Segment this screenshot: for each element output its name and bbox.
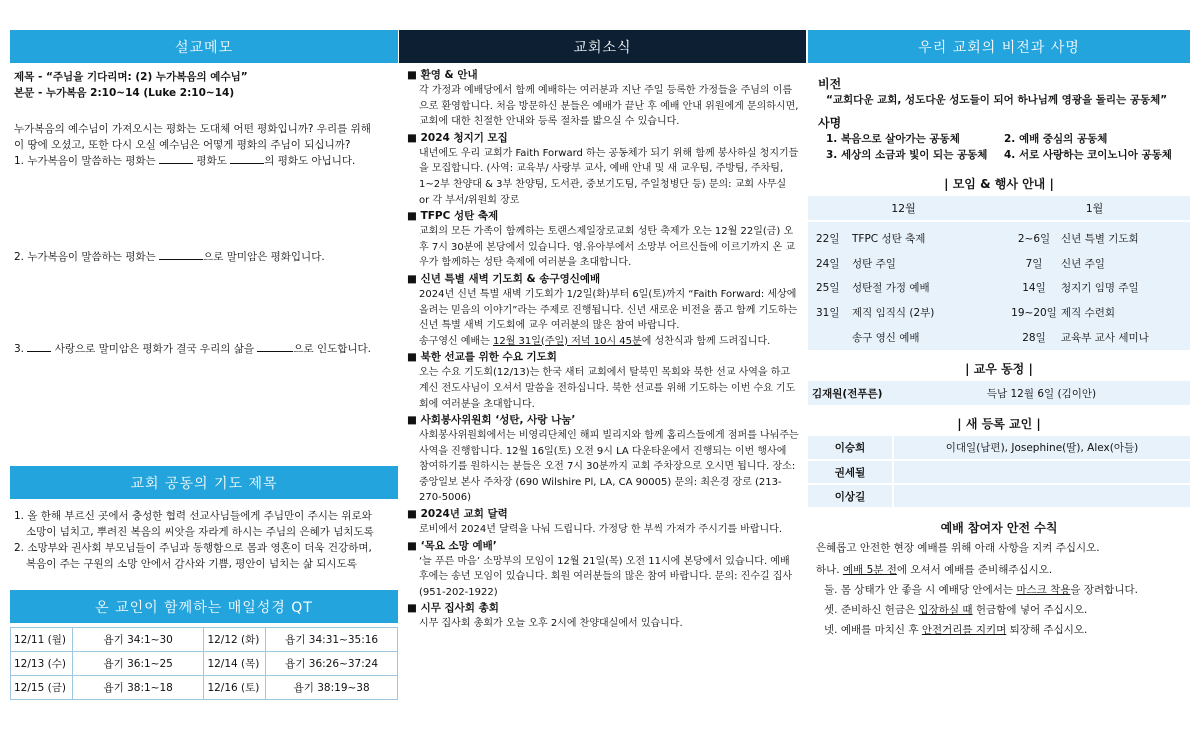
event-name: 성탄 주일 bbox=[852, 257, 896, 270]
event-name: 신년 주일 bbox=[1061, 257, 1105, 270]
rule-text: 몸 상태가 안 좋을 시 예배당 안에서는 bbox=[840, 584, 1017, 596]
vision-header: 우리 교회의 비전과 사명 bbox=[808, 30, 1190, 63]
event-date: 19~20일 bbox=[1011, 307, 1057, 320]
sermon-intro-1: 누가복음의 예수님이 가져오시는 평화는 도대체 어떤 평화입니까? 우리를 위해 bbox=[14, 123, 371, 135]
news-item bbox=[407, 413, 799, 506]
event-date: 24일 bbox=[816, 257, 840, 270]
members-title: | 교우 동정 | bbox=[965, 362, 1033, 376]
events-body bbox=[808, 222, 1190, 350]
prayer-list bbox=[14, 508, 398, 572]
bible-row bbox=[11, 628, 398, 652]
news-item-body: 각 가정과 예배당에서 함께 예배하는 여러분과 지난 주일 등록한 가정들을 주님의 이름으로 환영합니다. 처음 방문하신 분들은 예배가 끝난 후 예배 안내 위원에게 문의하시면, 교회에 대한 친절한 안내와 등록 절차를 밟으실 수 있습니다. bbox=[419, 85, 799, 128]
event-date: 28일 bbox=[1022, 332, 1046, 345]
news-column bbox=[399, 30, 806, 632]
event-name: 성탄절 가정 예배 bbox=[852, 282, 930, 295]
rule-text: 에 오셔서 예배를 준비해주십시오. bbox=[896, 564, 1053, 576]
vision-text: “교회다운 교회, 성도다운 성도들이 되어 하나님께 영광을 돌리는 공동체” bbox=[826, 94, 1168, 106]
news-text: 에 성찬식과 함께 드려집니다. bbox=[641, 335, 771, 347]
news-item bbox=[407, 209, 799, 271]
event-name: 청지기 임명 주일 bbox=[1061, 282, 1139, 295]
mission-item: 3. 세상의 소금과 빛이 되는 공동체 bbox=[826, 149, 988, 161]
news-item-body-extra bbox=[407, 334, 799, 350]
rule-text: 을 장려합니다. bbox=[1070, 584, 1138, 596]
event-row bbox=[999, 300, 1190, 325]
q2-part-a: 2. 누가복음이 말씀하는 평화는 bbox=[14, 251, 156, 263]
mission-row-2 bbox=[818, 147, 1190, 163]
sermon-title: 제목 - “주님을 기다리며: (2) 누가복음의 예수님” bbox=[14, 71, 248, 83]
q1-part-b: 평화도 bbox=[196, 155, 227, 167]
event-row bbox=[808, 251, 999, 276]
news-item-title: ■ 2024 청지기 모집 bbox=[407, 131, 799, 146]
rule-number: 셋. bbox=[824, 604, 838, 616]
rule-number: 넷. bbox=[824, 624, 838, 636]
event-name: 교육부 교사 세미나 bbox=[1061, 332, 1149, 345]
mission-label: 사명 bbox=[818, 116, 842, 130]
sermon-text: 본문 - 누가복음 2:10~14 (Luke 2:10~14) bbox=[14, 87, 235, 99]
rule-text: 헌금함에 넣어 주십시오. bbox=[972, 604, 1088, 616]
q1-part-c: 의 평화도 아닙니다. bbox=[264, 155, 356, 167]
bible-date: 12/15 (금) bbox=[11, 676, 73, 700]
safety-intro: 은혜롭고 안전한 현장 예배를 위해 아래 사항을 지켜 주십시오. bbox=[816, 542, 1100, 554]
news-item-title: ■ 시무 집사회 총회 bbox=[407, 601, 799, 616]
event-row bbox=[808, 325, 999, 350]
prayer-header: 교회 공동의 기도 제목 bbox=[10, 466, 398, 499]
news-item bbox=[407, 350, 799, 412]
q3-part-c: 으로 인도합니다. bbox=[293, 343, 372, 355]
mission-item: 2. 예배 중심의 공동체 bbox=[1004, 133, 1108, 145]
blank-line bbox=[27, 341, 51, 352]
newcomer-name: 이상길 bbox=[808, 484, 893, 508]
news-text: 송구영신 예배는 bbox=[419, 335, 493, 347]
sermon-intro-2: 이 땅에 오셨고, 또한 다시 오실 예수님은 어떻게 평화의 주님이 되십니까? bbox=[14, 139, 351, 151]
events-january bbox=[999, 226, 1190, 350]
bible-date: 12/11 (월) bbox=[11, 628, 73, 652]
event-date: 14일 bbox=[1022, 282, 1046, 295]
bible-date: 12/16 (토) bbox=[204, 676, 266, 700]
month-december: 12월 bbox=[891, 202, 916, 215]
bible-passage: 욥기 36:26~37:24 bbox=[266, 652, 398, 676]
bible-passage: 욥기 34:31~35:16 bbox=[266, 628, 398, 652]
news-item-body: 교회의 모든 가족이 함께하는 토랜스제일장로교회 성탄 축제가 오는 12월 22일(금) 오후 7시 30분에 본당에서 있습니다. 영.유아부에서 소망부 어르신들에 이르기까지 온 교우가 함께하는 성탄 축제에 여러분을 초대합니다. bbox=[419, 226, 796, 269]
news-item bbox=[407, 601, 799, 632]
newcomer-name: 이승희 bbox=[808, 436, 893, 460]
sermon-header: 설교메모 bbox=[10, 30, 398, 63]
newcomer-row bbox=[808, 460, 1190, 484]
bible-header: 온 교인이 함께하는 매일성경 QT bbox=[10, 590, 398, 623]
news-item-body: 로비에서 2024년 달력을 나눠 드립니다. 가정당 한 부씩 가져가 주시기를 바랍니다. bbox=[419, 524, 783, 536]
sermon-question-3 bbox=[14, 341, 398, 357]
rule-text: 예배를 마치신 후 bbox=[840, 624, 922, 636]
rule-emphasis: 마스크 착용 bbox=[1016, 584, 1071, 596]
blank-line bbox=[159, 249, 203, 260]
bible-date: 12/14 (목) bbox=[204, 652, 266, 676]
safety-rule-3 bbox=[816, 602, 1182, 618]
sermon-question-1 bbox=[14, 153, 398, 169]
rule-number: 둘. bbox=[824, 584, 838, 596]
blank-line bbox=[159, 153, 193, 164]
sermon-question-2 bbox=[14, 249, 398, 265]
safety-rule-4 bbox=[816, 622, 1182, 638]
rule-number: 하나. bbox=[816, 564, 840, 576]
news-emphasis: 12월 31일(주일) 저녁 10시 45분 bbox=[492, 335, 642, 347]
news-item bbox=[407, 539, 799, 601]
news-item-title: ■ 사회봉사위원회 ‘성탄, 사랑 나눔’ bbox=[407, 413, 799, 428]
event-row bbox=[808, 276, 999, 301]
event-row bbox=[999, 226, 1190, 251]
q2-part-b: 으로 말미암은 평화입니다. bbox=[203, 251, 325, 263]
newcomer-family: 이대일(남편), Josephine(딸), Alex(아들) bbox=[893, 436, 1190, 460]
prayer-item-2a: 2. 소망부와 권사회 부모님들이 주님과 동행함으로 몸과 영혼이 더욱 건강하며, bbox=[14, 542, 372, 554]
vision-label: 비전 bbox=[818, 77, 842, 91]
news-item-body: 2024년 신년 특별 새벽 기도회가 1/2일(화)부터 6일(토)까지 “Faith Forward: 세상에 올려는 믿음의 이야기”라는 주제로 진행됩니다. 신년 새로운 비전을 품고 함께 기도하는 신년 특별 새벽 기도회에 교우 여러분의 많은 참여 바랍니다. bbox=[419, 288, 798, 332]
news-item-body: ‘늘 푸른 마음’ 소망부의 모임이 12월 21일(목) 오전 11시에 본당에서 있습니다. 예배 후에는 송년 모임이 있습니다. 회원 여러분들의 많은 참여 바랍니다. 문의: 진수길 집사 (951-202-1922) bbox=[419, 555, 793, 598]
news-item-body: 시무 집사회 총회가 오늘 오후 2시에 찬양대실에서 있습니다. bbox=[419, 618, 683, 630]
event-name: 신년 특별 기도회 bbox=[1061, 232, 1139, 245]
event-row bbox=[999, 276, 1190, 301]
mission-item: 1. 복음으로 살아가는 공동체 bbox=[826, 133, 960, 145]
news-item-title: ■ 환영 & 안내 bbox=[407, 68, 799, 83]
blank-line bbox=[257, 341, 293, 352]
rule-text: 준비하신 헌금은 bbox=[840, 604, 919, 616]
bible-row bbox=[11, 676, 398, 700]
bible-passage: 욥기 38:1~18 bbox=[72, 676, 204, 700]
event-date: 2~6일 bbox=[1017, 232, 1051, 245]
newcomer-row bbox=[808, 484, 1190, 508]
news-list bbox=[399, 63, 799, 632]
event-name: TFPC 성탄 축제 bbox=[852, 232, 926, 245]
bible-table bbox=[10, 627, 398, 700]
events-month-header bbox=[808, 196, 1190, 220]
event-date: 25일 bbox=[816, 282, 840, 295]
news-item-title: ■ 2024년 교회 달력 bbox=[407, 507, 799, 522]
safety-rule-2 bbox=[816, 582, 1182, 598]
event-date: 22일 bbox=[816, 232, 840, 245]
news-header: 교회소식 bbox=[399, 30, 806, 63]
event-row bbox=[999, 325, 1190, 350]
news-item-body: 내년에도 우리 교회가 Faith Forward 하는 공동체가 되기 위해 함께 봉사하실 청지기들을 모집합니다. (사역: 교육부/ 사랑부 교사, 예배 안내 및 새 교우팀, 주방팀, 주차팀, 1~2부 찬양대 & 3부 찬양팀, 도서관, 중보기도팀, 주일청병단 등) 문의: 교회 사무실 or 각 부서/위원회 장로 bbox=[419, 147, 799, 206]
news-item bbox=[407, 131, 799, 208]
prayer-item-1b: 소망이 넘치고, 뿌려진 복음의 씨앗을 자라게 하시는 주님의 은혜가 넘치도록 bbox=[26, 526, 374, 538]
rule-emphasis: 입장하실 때 bbox=[918, 604, 973, 616]
bible-date: 12/13 (수) bbox=[11, 652, 73, 676]
news-item-title: ■ 신년 특별 새벽 기도회 & 송구영신예배 bbox=[407, 272, 799, 287]
rule-emphasis: 예배 5분 전 bbox=[842, 564, 897, 576]
news-item-title: ■ ‘목요 소망 예배’ bbox=[407, 539, 799, 554]
bible-row bbox=[11, 652, 398, 676]
vision-column bbox=[808, 30, 1190, 638]
news-item bbox=[407, 507, 799, 538]
event-name: 송구 영신 예배 bbox=[852, 332, 920, 345]
newcomer-name: 권세될 bbox=[808, 460, 893, 484]
news-item bbox=[407, 272, 799, 349]
events-december bbox=[808, 226, 999, 350]
blank-line bbox=[230, 153, 264, 164]
event-name: 제직 임직식 (2부) bbox=[852, 307, 935, 320]
event-row bbox=[999, 251, 1190, 276]
news-item-title: ■ TFPC 성탄 축제 bbox=[407, 209, 799, 224]
news-item bbox=[407, 68, 799, 130]
newcomer-family bbox=[893, 484, 1190, 508]
event-date: 7일 bbox=[1025, 257, 1043, 270]
bible-passage: 욥기 34:1~30 bbox=[72, 628, 204, 652]
month-january: 1월 bbox=[1085, 202, 1104, 215]
rule-emphasis: 안전거리를 지키며 bbox=[921, 624, 1007, 636]
member-name: 김재원(전푸른) bbox=[812, 387, 883, 400]
q1-part-a: 1. 누가복음이 말씀하는 평화는 bbox=[14, 155, 156, 167]
safety-title: 예배 참여자 안전 수칙 bbox=[940, 521, 1058, 535]
news-item-body: 사회봉사위원회에서는 비영리단체인 해피 빌리지와 함께 홈리스들에게 점퍼를 나눠주는 사역을 진행합니다. 12월 16일(토) 오전 9시 LA 다운타운에서 진행되는 이번 행사에 참여하기를 원하시는 분들은 오전 7시 30분까지 교회 주차장으로 오시면 됩니다. 장소: 중앙일보 본사 주차장 (690 Wilshire Pl, LA, CA 90005) 문의: 최은경 장로 (213-270-5006) bbox=[419, 430, 799, 504]
event-name: 제직 수련회 bbox=[1061, 307, 1116, 320]
rule-text: 퇴장해 주십시오. bbox=[1006, 624, 1088, 636]
safety-rule-1 bbox=[816, 562, 1182, 578]
newcomers-table bbox=[808, 436, 1190, 509]
mission-row-1 bbox=[818, 131, 1190, 147]
member-note: 득남 12월 6일 (김이안) bbox=[986, 387, 1097, 400]
bible-passage: 욥기 38:19~38 bbox=[266, 676, 398, 700]
prayer-item-2b: 복음이 주는 구원의 소망 안에서 감사와 기쁨, 평안이 넘치는 삶 되시도록 bbox=[26, 558, 357, 570]
sermon-column bbox=[10, 30, 398, 694]
bible-date: 12/12 (화) bbox=[204, 628, 266, 652]
q3-part-a: 3. bbox=[14, 343, 25, 355]
mission-item: 4. 서로 사랑하는 코이노니아 공동체 bbox=[1004, 149, 1172, 161]
q3-part-b: 사랑으로 말미암은 평화가 결국 우리의 삶을 bbox=[54, 343, 254, 355]
prayer-item-1a: 1. 올 한해 부르신 곳에서 충성한 협력 선교사님들에게 주님만이 주시는 위로와 bbox=[14, 510, 372, 522]
newcomer-family bbox=[893, 460, 1190, 484]
safety-box bbox=[808, 540, 1182, 638]
news-item-title: ■ 북한 선교를 위한 수요 기도회 bbox=[407, 350, 799, 365]
events-title: | 모임 & 행사 안내 | bbox=[944, 177, 1054, 191]
event-row bbox=[808, 300, 999, 325]
event-date bbox=[808, 325, 852, 350]
event-row bbox=[808, 226, 999, 251]
newcomers-title: | 새 등록 교인 | bbox=[957, 417, 1041, 431]
bible-passage: 욥기 36:1~25 bbox=[72, 652, 204, 676]
event-date: 31일 bbox=[816, 307, 840, 320]
members-row bbox=[808, 381, 1190, 405]
newcomer-row bbox=[808, 436, 1190, 460]
news-item-body: 오는 수요 기도회(12/13)는 한국 새터 교회에서 탈북민 목회와 북한 선교 사역을 하고 계신 전도사님이 오셔서 말씀을 전하십니다. 북한 선교를 위해 기도하는 이번 수요 기도회에 여러분을 초대합니다. bbox=[419, 367, 796, 410]
